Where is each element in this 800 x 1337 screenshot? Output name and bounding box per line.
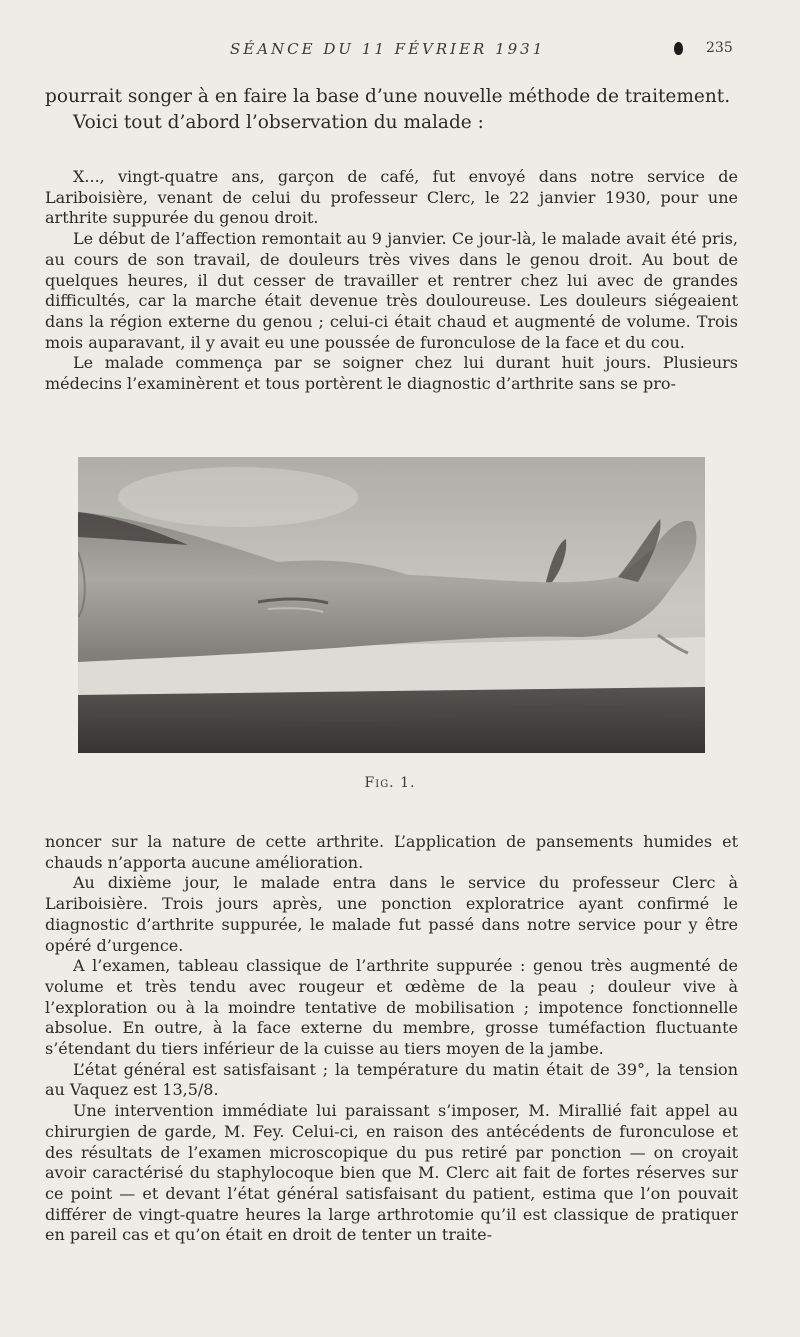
figure-caption: Fig. 1. xyxy=(364,775,416,791)
paragraph: Le malade commença par se soigner chez lui durant huit jours. Plusieurs médecins l’examinèrent et tous portèrent le diagnostic d’arthrite sans se pro- xyxy=(45,353,738,394)
paragraph: X..., vingt-quatre ans, garçon de café, fut envoyé dans notre service de Lariboisière, venant de celui du professeur Clerc, le 22 janvier 1930, pour une arthrite suppurée du genou droit. xyxy=(45,167,738,228)
paragraph: Au dixième jour, le malade entra dans le service du professeur Clerc à Lariboisière. Trois jours après, une ponction exploratrice ayant confirmé le diagnostic d’arthrite suppurée, le malade fut passé dans notre service pour y être opéré d’urgence. xyxy=(45,873,738,955)
leg-photo-illustration xyxy=(78,457,705,753)
figure-photograph-leg xyxy=(78,457,705,753)
body-text-bottom xyxy=(45,832,738,1246)
running-header xyxy=(0,40,800,60)
running-title: SÉANCE DU 11 FÉVRIER 1931 xyxy=(230,40,546,58)
intro-line: Voici tout d’abord l’observation du malade : xyxy=(73,112,484,133)
paragraph: noncer sur la nature de cette arthrite. L’application de pansements humides et chauds n’apporta aucune amélioration. xyxy=(45,832,738,872)
intro-line: pourrait songer à en faire la base d’une nouvelle méthode de traitement. xyxy=(45,86,731,107)
paragraph: Une intervention immédiate lui paraissant s’imposer, M. Mirallié fait appel au chirurgien de garde, M. Fey. Celui-ci, en raison des antécédents de furonculose et des résultats de l’examen microscopique du pus retiré par ponction — on croyait avoir caractérisé du staphylocoque bien que M. Clerc ait fait de fortes réserves sur ce point — et devant l’état général satisfaisant du patient, estima que l’on pouvait différer de vingt-quatre heures la large arthrotomie qu’il est classique de pratiquer en pareil cas et qu’on était en droit de tenter un traite- xyxy=(45,1101,738,1245)
page-number: 235 xyxy=(706,40,733,56)
body-text-top xyxy=(45,167,738,395)
intro-lines xyxy=(45,84,738,136)
ink-blot-mark xyxy=(674,42,683,55)
paragraph: L’état général est satisfaisant ; la température du matin était de 39°, la tension au Vaquez est 13,5/8. xyxy=(45,1059,738,1100)
paragraph: A l’examen, tableau classique de l’arthrite suppurée : genou très augmenté de volume et très tendu avec rougeur et œdème de la peau ; douleur vive à l’exploration ou à la moindre tentative de mobilisation ; impotence fonctionnelle absolue. En outre, à la face externe du membre, grosse tuméfaction fluctuante s’étendant du tiers inférieur de la cuisse au tiers moyen de la jambe. xyxy=(45,956,738,1059)
paragraph: Le début de l’affection remontait au 9 janvier. Ce jour-là, le malade avait été pris, au cours de son travail, de douleurs très vives dans le genou droit. Au bout de quelques heures, il dut cesser de travailler et rentrer chez lui avec de grandes difficultés, car la marche était devenue très douloureuse. Les douleurs siégeaient dans la région externe du genou ; celui-ci était chaud et augmenté de volume. Trois mois auparavant, il y avait eu une poussée de furonculose de la face et du cou. xyxy=(45,229,738,352)
